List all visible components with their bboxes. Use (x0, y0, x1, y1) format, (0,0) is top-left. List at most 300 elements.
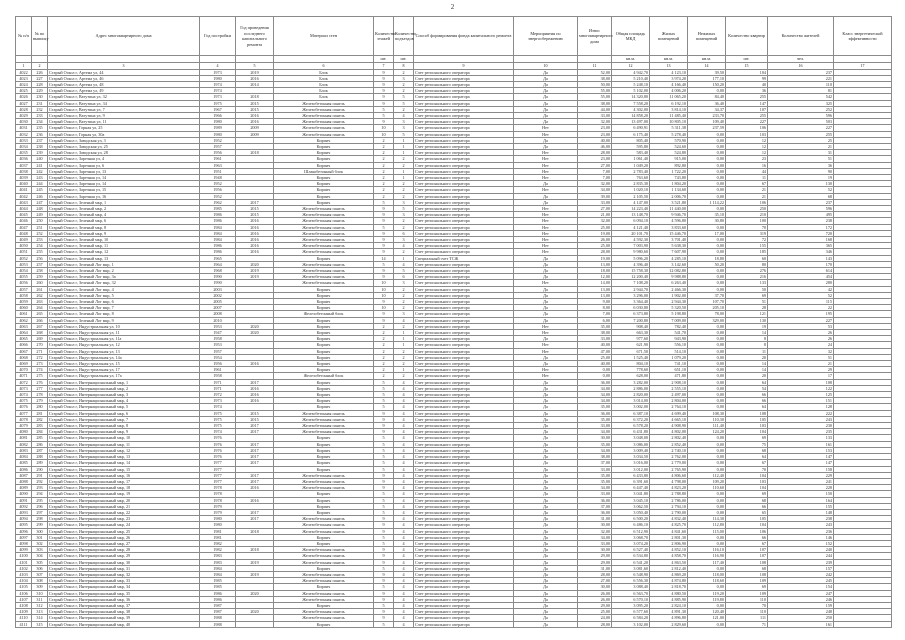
table-cell: 2 (374, 143, 394, 149)
table-cell: 105 (726, 516, 768, 522)
table-cell: 4051 (16, 249, 32, 255)
table-cell: Счет регионального оператора (414, 187, 514, 193)
table-cell: 2 804,00 (650, 398, 688, 404)
table-cell: 2 802,40 (650, 435, 688, 441)
table-cell: Кирпич (274, 602, 374, 608)
table-cell: 9 988,80 (650, 274, 688, 280)
table-cell: 2 (394, 373, 414, 379)
table-cell: 10 805,10 (650, 119, 688, 125)
table-cell: 27,00 (578, 162, 612, 168)
table-cell: 1985 (200, 584, 236, 590)
table-cell: 1 804,20 (650, 181, 688, 187)
table-cell: 2 (394, 193, 414, 199)
table-cell: 124,20 (688, 429, 726, 435)
table-cell: 346 (768, 249, 834, 255)
table-cell: 2 779,00 (650, 460, 688, 466)
table-cell: Да (514, 447, 578, 453)
table-cell: 121 (726, 311, 768, 317)
table-cell: 1966 (200, 112, 236, 118)
table-cell: Счет регионального оператора (414, 373, 514, 379)
table-cell: Да (514, 354, 578, 360)
table-cell: Кирпич (274, 181, 374, 187)
table-cell: Кирпич (274, 392, 374, 398)
table-cell: 2 764,10 (650, 404, 688, 410)
table-cell: 7 108,20 (612, 280, 650, 286)
table-cell: 6 548,90 (612, 571, 650, 577)
table-cell: 107 (726, 106, 768, 112)
table-cell: 9 (374, 274, 394, 280)
table-cell: 1974 (200, 81, 236, 87)
table-cell: 495 (768, 212, 834, 218)
table-cell: 157 (768, 565, 834, 571)
table-cell: 247 (32, 199, 48, 205)
table-cell: 5 (374, 534, 394, 540)
table-cell: Кирпич (274, 255, 374, 261)
table-cell: 2 (394, 224, 414, 230)
table-cell: 2019 (236, 274, 274, 280)
column-header-6: Материал стен (274, 17, 374, 56)
table-cell: 10 (374, 305, 394, 311)
table-cell: Железобетонная панель (274, 268, 374, 274)
table-cell: 0,00 (688, 497, 726, 503)
table-cell: 35,00 (578, 441, 612, 447)
table-cell: 1984 (200, 224, 236, 230)
table-cell: Железобетонная панель (274, 553, 374, 559)
table-cell: 266 (32, 317, 48, 323)
table-cell: Кирпич (274, 584, 374, 590)
table-cell: 38,00 (578, 330, 612, 336)
table-cell: 4023 (16, 75, 32, 81)
table-cell: 34,00 (578, 447, 612, 453)
table-cell: Счет регионального оператора (414, 243, 514, 249)
table-cell: 2015 (236, 212, 274, 218)
table-cell: 2017 (236, 423, 274, 429)
table-cell: 281 (32, 410, 48, 416)
table-cell: 32,00 (578, 119, 612, 125)
table-cell: 4 (394, 423, 414, 429)
table-cell: 243 (768, 522, 834, 528)
table-cell: 276 (726, 268, 768, 274)
table-cell: 4 (394, 609, 414, 615)
table-cell: 153 (768, 447, 834, 453)
table-cell: 246 (768, 596, 834, 602)
table-cell: 240 (768, 547, 834, 553)
table-cell: Старый Оскол г, Горная ул, 30а (48, 131, 200, 137)
table-cell: 1967 (200, 106, 236, 112)
table-cell: Старый Оскол г, Зеленый Лог мкр, 9 (48, 317, 200, 323)
table-cell: Старый Оскол г, Интернациональный мкр, 37 (48, 602, 200, 608)
table-cell: 227 (768, 317, 834, 323)
table-cell: 2 466,30 (650, 286, 688, 292)
table-cell: 6 512,90 (612, 528, 650, 534)
table-cell: Да (514, 379, 578, 385)
table-cell: Кирпич (274, 156, 374, 162)
table-cell: 227 (32, 75, 48, 81)
table-cell: 108 (726, 559, 768, 565)
table-cell: 1980 (200, 131, 236, 137)
table-cell: 1982 (200, 547, 236, 553)
table-cell: 4044 (16, 205, 32, 211)
table-cell: Старый Оскол г, Интернациональный мкр, 29 (48, 553, 200, 559)
table-cell: 36,00 (578, 379, 612, 385)
unit-cell-3 (48, 56, 200, 63)
table-cell: 11 (726, 348, 768, 354)
table-cell: Да (514, 478, 578, 484)
table-cell: Счет регионального оператора (414, 553, 514, 559)
table-cell: 3 (394, 75, 414, 81)
table-header (16, 17, 892, 70)
table-cell: 29,00 (578, 602, 612, 608)
table-cell: 128 (768, 404, 834, 410)
table-cell: 35,10 (688, 212, 726, 218)
table-cell: 6 431,80 (612, 429, 650, 435)
table-cell: 1978 (200, 497, 236, 503)
table-cell: 6 373,80 (612, 311, 650, 317)
table-cell: Да (514, 106, 578, 112)
table-cell: 68 (726, 565, 768, 571)
table-cell: 249 (32, 212, 48, 218)
table-cell: 5 (374, 454, 394, 460)
table-cell: 4 (394, 485, 414, 491)
table-cell: 4052 (16, 255, 32, 261)
table-cell: 302 (32, 540, 48, 546)
table-cell: 0,00 (688, 249, 726, 255)
table-cell: 1971 (200, 379, 236, 385)
table-cell: 6 433,80 (612, 472, 650, 478)
unit-cell-4 (200, 56, 236, 63)
table-cell: 4 396,40 (612, 261, 650, 267)
unit-cell-7: шт. (374, 56, 394, 63)
table-cell: 314 (32, 615, 48, 621)
table-cell: Счет регионального оператора (414, 330, 514, 336)
table-cell: 0,00 (688, 193, 726, 199)
table-cell: 216 (726, 274, 768, 280)
table-cell: 2 801,30 (650, 534, 688, 540)
table-cell: Железобетонная панель (274, 485, 374, 491)
table-cell: 4060 (16, 305, 32, 311)
table-cell: 9 (374, 590, 394, 596)
table-cell: Железобетонная панель (274, 205, 374, 211)
table-cell: Железобетонная панель (274, 590, 374, 596)
column-number-10: 10 (514, 63, 578, 70)
table-cell: 908,40 (612, 323, 650, 329)
table-cell: Да (514, 547, 578, 553)
table-cell: 4061 (16, 311, 32, 317)
column-header-5: Год проведения последнего капитального ремонта (236, 17, 274, 56)
table-cell: 276 (32, 379, 48, 385)
table-cell: 283 (32, 423, 48, 429)
table-cell: Железобетонная панель (274, 230, 374, 236)
table-cell: 9 (374, 268, 394, 274)
table-cell: Старый Оскол г, Индустриальная ул, 12 (48, 342, 200, 348)
table-cell: 264 (32, 305, 48, 311)
table-cell: 23,00 (578, 156, 612, 162)
table-cell: 671,50 (612, 348, 650, 354)
table-cell: 4085 (16, 460, 32, 466)
table-cell: 3 364,40 (612, 299, 650, 305)
table-cell: Кирпич (274, 385, 374, 391)
table-cell: Счет регионального оператора (414, 485, 514, 491)
table-cell: 1986 (200, 596, 236, 602)
table-cell: 133 (726, 280, 768, 286)
table-cell: 943,90 (650, 336, 688, 342)
table-cell: 230 (768, 423, 834, 429)
table-cell: 9 (374, 69, 394, 75)
table-cell: 1 049,20 (612, 162, 650, 168)
table-cell: 231 (32, 100, 48, 106)
table-cell: 22 (768, 305, 834, 311)
table-cell: 1961 (200, 367, 236, 373)
table-cell: Да (514, 491, 578, 497)
table-cell: 70 (726, 602, 768, 608)
table-cell: 36 (768, 162, 834, 168)
table-cell: 570,90 (650, 137, 688, 143)
table-cell: 5 (374, 441, 394, 447)
table-cell: 72 (726, 236, 768, 242)
table-cell: 23,00 (578, 125, 612, 131)
table-cell: Нет (514, 323, 578, 329)
table-cell: Старый Оскол г, Индустриальная ул, 17а (48, 373, 200, 379)
table-cell: 288 (32, 454, 48, 460)
table-cell: 68 (768, 193, 834, 199)
table-cell: 1 020,10 (612, 187, 650, 193)
table-cell: 2018 (236, 547, 274, 553)
table-cell: 0,00 (688, 286, 726, 292)
table-cell: 1 722,20 (650, 168, 688, 174)
table-cell: 4106 (16, 590, 32, 596)
table-cell: Счет регионального оператора (414, 578, 514, 584)
table-cell: Железобетонная панель (274, 571, 374, 577)
table-cell: 304 (32, 553, 48, 559)
table-cell: 284 (32, 429, 48, 435)
table-cell: 257 (32, 261, 48, 267)
table-cell: 55,00 (578, 94, 612, 100)
table-cell: Счет регионального оператора (414, 88, 514, 94)
table-cell: 4062 (16, 317, 32, 323)
table-cell: 0,00 (688, 323, 726, 329)
table-cell: 4030 (16, 119, 32, 125)
table-cell: Кирпич (274, 491, 374, 497)
table-cell: 4 863,50 (650, 559, 688, 565)
table-cell: 68 (726, 447, 768, 453)
table-cell: 0,00 (688, 280, 726, 286)
table-cell: 3 016,00 (612, 460, 650, 466)
table-cell: 11 440,00 (650, 205, 688, 211)
table-cell: 6 527,40 (612, 547, 650, 553)
table-cell: 19,00 (578, 230, 612, 236)
table-cell (236, 621, 274, 627)
table-cell: 239 (32, 150, 48, 156)
table-cell: Счет регионального оператора (414, 404, 514, 410)
table-cell: 1 (394, 330, 414, 336)
table-cell: 109,20 (688, 478, 726, 484)
table-cell: Нет (514, 131, 578, 137)
table-cell: 1 079,20 (650, 354, 688, 360)
column-header-8: Количество подъездов (394, 17, 414, 56)
table-cell: 2 (394, 81, 414, 87)
table-cell: 234 (32, 119, 48, 125)
table-cell: 4025 (16, 88, 32, 94)
table-cell: 30,00 (578, 435, 612, 441)
table-cell: 1956 (200, 187, 236, 193)
table-cell: 119,20 (688, 590, 726, 596)
table-cell: 2 829,60 (650, 621, 688, 627)
table-cell: 0,00 (688, 205, 726, 211)
table-cell: 69 (726, 491, 768, 497)
table-cell: 0,00 (688, 137, 726, 143)
table-cell: 2 (374, 168, 394, 174)
table-cell: Да (514, 609, 578, 615)
table-cell: Да (514, 423, 578, 429)
table-cell: 0,00 (688, 181, 726, 187)
table-cell: 2 790,00 (650, 509, 688, 515)
table-cell: 9 (374, 522, 394, 528)
table-cell: 4 699,40 (650, 410, 688, 416)
table-cell: 3 (394, 119, 414, 125)
table-cell: 6 541,20 (612, 559, 650, 565)
table-cell: 0,00 (688, 88, 726, 94)
table-cell: 0,00 (688, 336, 726, 342)
table-cell: 4022 (16, 69, 32, 75)
table-cell: 4089 (16, 485, 32, 491)
table-cell: 2014 (236, 81, 274, 87)
table-cell: 277 (32, 385, 48, 391)
table-cell: 2017 (236, 199, 274, 205)
table-cell: Специальный счет ТСЖ (414, 255, 514, 261)
table-cell: 118,00 (688, 571, 726, 577)
table-cell: 285 (32, 435, 48, 441)
table-cell: Старый Оскол г, Заречная ул, 4 (48, 156, 200, 162)
table-cell: Да (514, 540, 578, 546)
table-cell: 311 (32, 596, 48, 602)
table-cell: Блок (274, 94, 374, 100)
column-number-9: 9 (414, 63, 514, 70)
table-cell: 233 (32, 112, 48, 118)
table-cell: 4 798,00 (650, 478, 688, 484)
table-cell: 2016 (236, 119, 274, 125)
table-cell: 39,50 (688, 69, 726, 75)
table-cell: 9 (374, 571, 394, 577)
table-cell: 40,00 (578, 137, 612, 143)
table-cell: 241 (768, 478, 834, 484)
table-cell: Счет регионального оператора (414, 540, 514, 546)
table-cell: Старый Оскол г, Интернациональный мкр, 6 (48, 410, 200, 416)
table-cell: 2 (394, 249, 414, 255)
table-cell: Да (514, 317, 578, 323)
table-cell: 256 (32, 255, 48, 261)
table-cell: 28 (726, 305, 768, 311)
table-cell: 155 (768, 503, 834, 509)
table-cell: 5 (394, 205, 414, 211)
table-cell: 2 783,40 (612, 168, 650, 174)
table-cell: 2016 (236, 236, 274, 242)
table-cell: 233,70 (688, 112, 726, 118)
table-cell: 37,00 (578, 460, 612, 466)
table-cell: 1957 (200, 143, 236, 149)
table-cell: Старый Оскол г, Интернациональный мкр, 40 (48, 621, 200, 627)
table-cell: 60 (726, 255, 768, 261)
table-cell: 258 (32, 268, 48, 274)
table-cell: 2016 (236, 398, 274, 404)
table-cell: 262 (32, 292, 48, 298)
table-cell: 1986 (200, 249, 236, 255)
table-cell: Да (514, 621, 578, 627)
table-cell: 4067 (16, 348, 32, 354)
table-cell: 47,00 (578, 348, 612, 354)
table-cell: 236 (768, 528, 834, 534)
table-cell: 1 (394, 168, 414, 174)
table-cell: 4090 (16, 491, 32, 497)
table-cell: 4071 (16, 373, 32, 379)
table-cell: 2016 (236, 497, 274, 503)
table-cell: Старый Оскол г, Зеленый мкр, 2 (48, 205, 200, 211)
table-cell: Старый Оскол г, Интернациональный мкр, 15 (48, 466, 200, 472)
table-cell: 2 (394, 323, 414, 329)
table-cell: Старый Оскол г, Индустриальная ул, 17 (48, 367, 200, 373)
table-cell: 4050 (16, 243, 32, 249)
table-cell: 9 980,60 (612, 249, 650, 255)
table-cell: 309 (32, 584, 48, 590)
table-cell: Счет регионального оператора (414, 199, 514, 205)
table-cell: Кирпич (274, 174, 374, 180)
table-cell: 4084 (16, 454, 32, 460)
table-cell: 52 (768, 292, 834, 298)
table-cell: 2 806,90 (650, 540, 688, 546)
table-cell: 261 (32, 286, 48, 292)
table-cell: Старый Оскол г, Заречная ул, 16 (48, 193, 200, 199)
table-cell: Старый Оскол г, Ватутина ул, 34 (48, 100, 200, 106)
table-cell: 2015 (236, 205, 274, 211)
table-cell: 6 372,20 (612, 416, 650, 422)
column-header-2: № по выписку (32, 17, 48, 56)
table-cell: 1978 (200, 491, 236, 497)
table-cell: 2018 (236, 528, 274, 534)
table-cell: 44,00 (578, 106, 612, 112)
table-cell: 14 (726, 367, 768, 373)
table-cell: Счет регионального оператора (414, 348, 514, 354)
column-header-1: № п/п (16, 17, 32, 56)
table-cell (834, 621, 892, 627)
unit-cell-11 (578, 56, 612, 63)
table-cell: 3 050,40 (612, 509, 650, 515)
table-cell: 39,00 (578, 193, 612, 199)
table-cell: Старый Оскол г, Интернациональный мкр, 22 (48, 509, 200, 515)
table-cell: 10 (374, 125, 394, 131)
table-cell: 5 (394, 131, 414, 137)
table-cell: 36,40 (688, 100, 726, 106)
table-cell: 4 852,10 (650, 547, 688, 553)
table-cell: 2 820,00 (612, 392, 650, 398)
table-cell: Старый Оскол г, Ватутина ул, 32 (48, 94, 200, 100)
table-cell: 2016 (236, 249, 274, 255)
table-cell: 4 121,40 (612, 224, 650, 230)
table-cell: 524,80 (650, 150, 688, 156)
table-cell: 4064 (16, 330, 32, 336)
table-cell: 242 (768, 571, 834, 577)
table-cell: 4 (394, 429, 414, 435)
table-cell: 1964 (200, 261, 236, 267)
table-cell: 9 (374, 230, 394, 236)
table-cell: 255 (32, 249, 48, 255)
table-cell: 4076 (16, 404, 32, 410)
table-cell: 7 003,90 (612, 243, 650, 249)
table-cell: 915,00 (650, 156, 688, 162)
table-cell: 556,10 (650, 342, 688, 348)
table-cell: 13,00 (578, 261, 612, 267)
table-cell: 1968 (200, 268, 236, 274)
table-cell: 108 (768, 379, 834, 385)
table-cell: Счет регионального оператора (414, 584, 514, 590)
